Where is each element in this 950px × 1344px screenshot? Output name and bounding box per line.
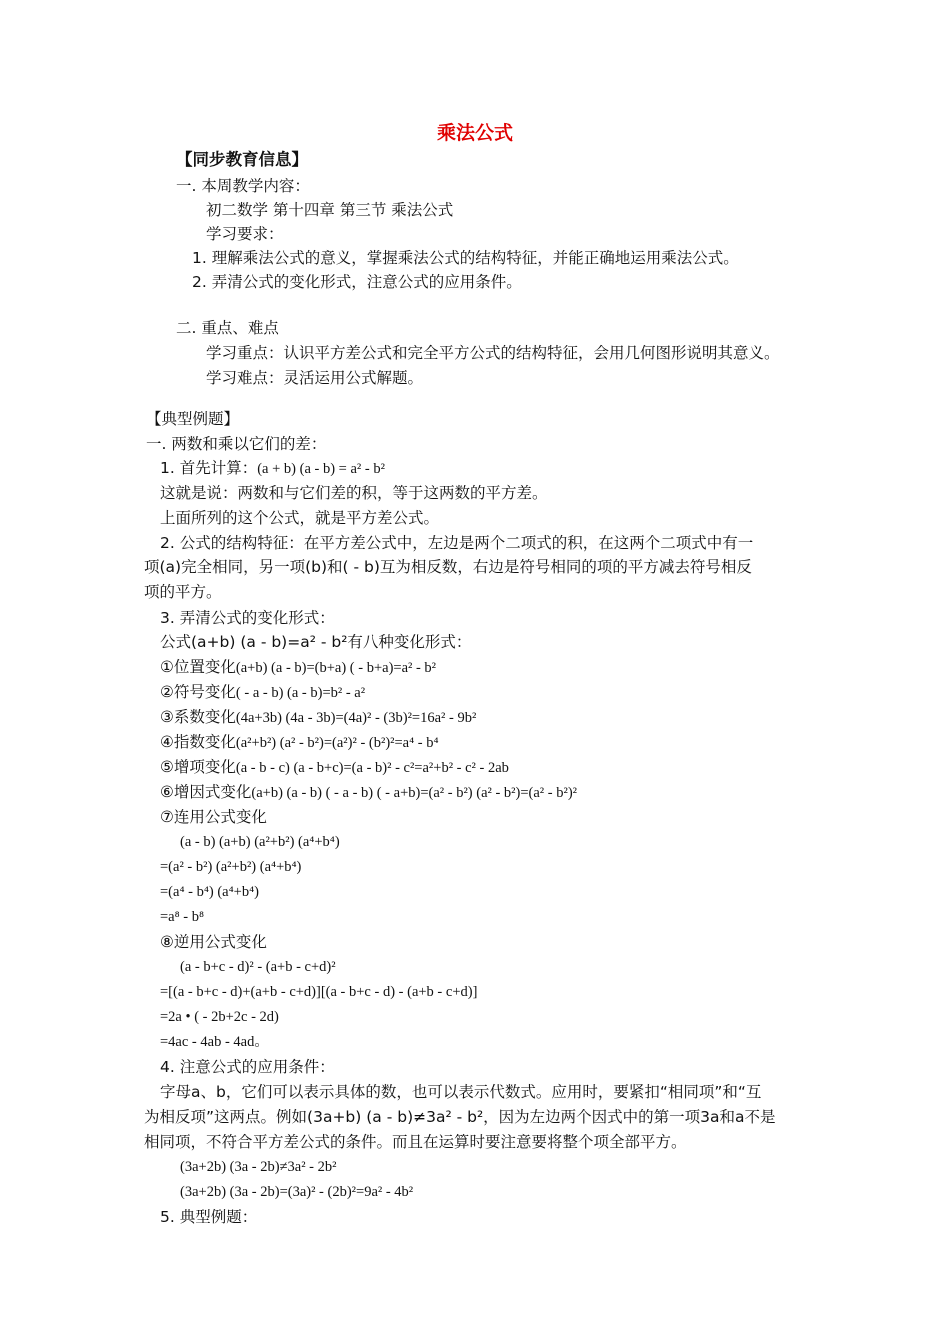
variation-8-label: ⑧逆用公式变化: [160, 933, 267, 951]
requirement-2: 2. 弄清公式的变化形式，注意公式的应用条件。: [192, 273, 522, 291]
variation-3-formula: (4a+3b) (4a - 3b)=(4a)² - (3b)²=16a² - 9b²: [235, 710, 477, 726]
variation-2: [160, 682, 365, 703]
point4-example2: (3a+2b) (3a - 2b)=(3a)² - (2b)²=9a² - 4b²: [180, 1184, 414, 1200]
variation-1-formula: (a+b) (a - b)=(b+a) ( - b+a)=a² - b²: [235, 660, 437, 676]
point5-heading: 5. 典型例题：: [160, 1208, 258, 1226]
point2-line3: 项的平方。: [144, 583, 222, 601]
requirement-1: 1. 理解乘法公式的意义，掌握乘法公式的结构特征，并能正确地运用乘法公式。: [192, 249, 739, 267]
variation-1: [160, 657, 436, 678]
variation-5-label: ⑤增项变化: [160, 758, 236, 776]
examples-header: 【典型例题】: [146, 410, 240, 428]
variation-8-step1: (a - b+c - d)² - (a+b - c+d)²: [180, 959, 336, 975]
point4-line1: 字母a、b，它们可以表示具体的数，也可以表示代数式。应用时，要紧扣“相同项”和“互: [160, 1083, 762, 1101]
difficulty: 学习难点：灵活运用公式解题。: [206, 369, 424, 387]
variation-8-step2: =[(a - b+c - d)+(a+b - c+d)][(a - b+c - d) - (a+b - c+d)]: [160, 984, 478, 1000]
variation-7-label: ⑦连用公式变化: [160, 808, 267, 826]
page-title: 乘法公式: [436, 122, 513, 144]
point4-line3: 相同项，不符合平方差公式的条件。而且在运算时要注意要将整个项全部平方。: [144, 1133, 687, 1151]
point1-line: [160, 458, 385, 479]
variation-3-label: ③系数变化: [160, 708, 236, 726]
point1-formula: (a + b) (a - b) = a² - b²: [257, 461, 385, 477]
chapter-line: 初二数学 第十四章 第三节 乘法公式: [206, 201, 454, 219]
sync-header: 【同步教育信息】: [176, 150, 308, 169]
variation-2-label: ②符号变化: [160, 683, 236, 701]
point2-line1: 2. 公式的结构特征：在平方差公式中，左边是两个二项式的积，在这两个二项式中有一: [160, 534, 754, 552]
variation-5: [160, 757, 509, 778]
variation-2-formula: ( - a - b) (a - b)=b² - a²: [235, 685, 366, 701]
point3-intro: 公式(a+b) (a - b)=a² - b²有八种变化形式：: [160, 633, 472, 651]
point4-heading: 4. 注意公式的应用条件：: [160, 1058, 335, 1076]
point4-line2: 为相反项”这两点。例如(3a+b) (a - b)≠3a² - b²，因为左边两个因式中的第一项3a和a不是: [144, 1108, 776, 1126]
variation-8-step3: =2a • ( - 2b+2c - 2d): [160, 1009, 279, 1025]
variation-4-formula: (a²+b²) (a² - b²)=(a²)² - (b²)²=a⁴ - b⁴: [235, 735, 439, 751]
section1-heading: 一. 本周教学内容：: [176, 177, 310, 195]
variation-6: [160, 782, 577, 803]
variation-4-label: ④指数变化: [160, 733, 236, 751]
variation-6-label: ⑥增因式变化: [160, 783, 252, 801]
point1-meaning: 这就是说：两数和与它们差的积，等于这两数的平方差。: [160, 484, 548, 502]
point2-line2: 项(a)完全相同，另一项(b)和( - b)互为相反数，右边是符号相同的项的平方减去符号相反: [144, 558, 752, 576]
requirements-label: 学习要求：: [206, 225, 284, 243]
variation-7-step1: (a - b) (a+b) (a²+b²) (a⁴+b⁴): [180, 834, 340, 850]
variation-8-step4: =4ac - 4ab - 4ad。: [160, 1034, 269, 1050]
point4-example1: (3a+2b) (3a - 2b)≠3a² - 2b²: [180, 1159, 337, 1175]
variation-1-label: ①位置变化: [160, 658, 236, 676]
variation-7-step3: =(a⁴ - b⁴) (a⁴+b⁴): [160, 884, 259, 900]
section2-heading: 二. 重点、难点: [176, 319, 279, 337]
variation-7-step2: =(a² - b²) (a²+b²) (a⁴+b⁴): [160, 859, 302, 875]
key-point: 学习重点：认识平方差公式和完全平方公式的结构特征，会用几何图形说明其意义。: [206, 344, 780, 362]
variation-6-formula: (a+b) (a - b) ( - a - b) ( - a+b)=(a² - b²) (a² - b²)=(a² - b²)²: [251, 785, 577, 801]
point3-heading: 3. 弄清公式的变化形式：: [160, 609, 335, 627]
part1-heading: 一. 两数和乘以它们的差：: [146, 435, 327, 453]
variation-5-formula: (a - b - c) (a - b+c)=(a - b)² - c²=a²+b² - c² - 2ab: [235, 760, 509, 776]
variation-7-step4: =a⁸ - b⁸: [160, 909, 205, 925]
point1-name: 上面所列的这个公式，就是平方差公式。: [160, 509, 440, 527]
variation-4: [160, 732, 439, 753]
variation-3: [160, 707, 476, 728]
point1-label: 1. 首先计算：: [160, 459, 258, 477]
